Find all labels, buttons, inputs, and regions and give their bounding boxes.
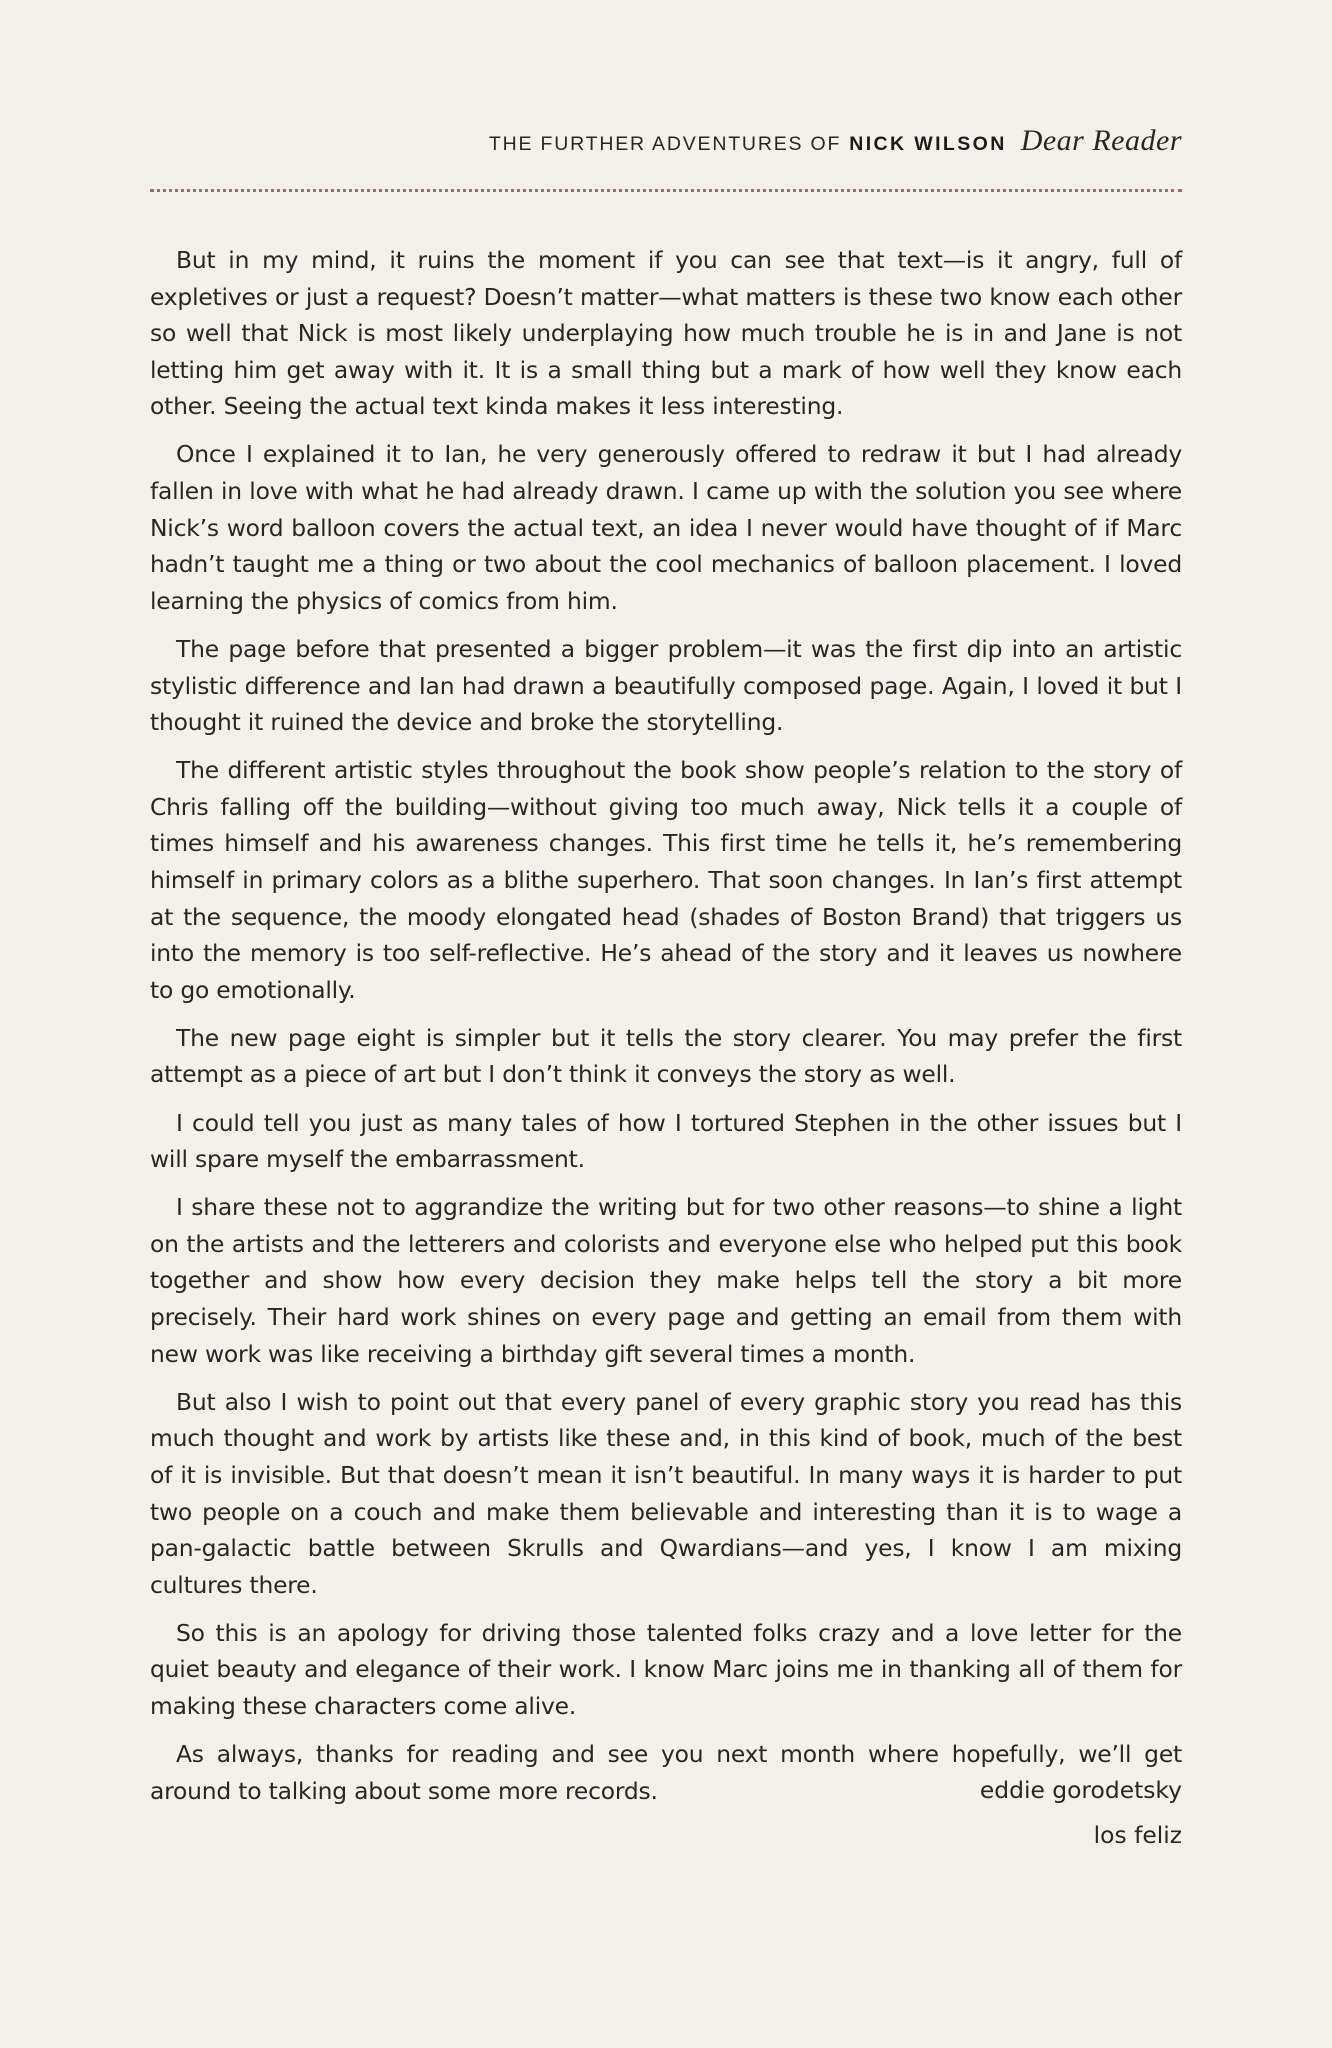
paragraph: But in my mind, it ruins the moment if you can see that text—is it angry, full of expletives or just a request? Doesn’t matter—what matters is these two know each other so well that Nick is most likely underplaying how much trouble he is in and Jane is not letting him get away with it. It is a small thing but a mark of how well they know each other. Seeing the actual text kinda makes it less interesting. (150, 246, 1182, 421)
hero-name: NICK WILSON (849, 133, 1007, 155)
paragraph: But also I wish to point out that every panel of every graphic story you read has this much thought and work by artists like these and, in this kind of book, much of the best of it is invisible. But that doesn’t mean it isn’t beautiful. In many ways it is harder to put two people on a couch and make them believable and interesting than it is to wage a pan-galactic battle between Skrulls and Qwardians—and yes, I know I am mixing cultures there. (150, 1387, 1182, 1599)
running-header (150, 124, 1182, 164)
signature-name: eddie gorodetsky (979, 1776, 1182, 1804)
letter-body (150, 242, 1182, 1821)
paragraph: I share these not to aggrandize the writing but for two other reasons—to shine a light on the artists and the letterers and colorists and everyone else who helped put this book together and show how every decision they make helps tell the story a bit more precisely. Their hard work shines on every page and getting an email from them with new work was like receiving a birthday gift several times a month. (150, 1193, 1182, 1368)
paragraph: The new page eight is simpler but it tells the story clearer. You may prefer the first attempt as a piece of art but I don’t think it conveys the story as well. (150, 1023, 1182, 1089)
paragraph: So this is an apology for driving those talented folks crazy and a love letter for the quiet beauty and elegance of their work. I know Marc joins me in thanking all of them for making these characters come alive. (150, 1618, 1182, 1720)
paragraph: As always, thanks for reading and see you next month where hopefully, we’ll get around to talking about some more records. (150, 1740, 1182, 1805)
dotted-divider (150, 189, 1182, 192)
signature-block (980, 1768, 1182, 1858)
series-title: THE FURTHER ADVENTURES OF (488, 133, 842, 155)
signature-place: los feliz (1093, 1821, 1182, 1849)
paragraph: The different artistic styles throughout the book show people’s relation to the story of Chris falling off the building—without giving too much away, Nick tells it a couple of times himself and his awareness changes. This first time he tells it, he’s remembering himself in primary colors as a blithe superhero. That soon changes. In Ian’s first attempt at the sequence, the moody elongated head (shades of Boston Brand) that triggers us into the memory is too self-reflective. He’s ahead of the story and it leaves us nowhere to go emotionally. (150, 756, 1182, 1004)
paragraph: I could tell you just as many tales of how I tortured Stephen in the other issues but I will spare myself the embarrassment. (150, 1108, 1182, 1174)
paragraph: The page before that presented a bigger problem—it was the first dip into an artistic stylistic difference and Ian had drawn a beautifully composed page. Again, I loved it but I thought it ruined the device and broke the storytelling. (150, 634, 1182, 737)
section-title: Dear Reader (1020, 124, 1182, 157)
paragraph: Once I explained it to Ian, he very generously offered to redraw it but I had already fallen in love with what he had already drawn. I came up with the solution you see where Nick’s word balloon covers the actual text, an idea I never would have thought of if Marc hadn’t taught me a thing or two about the cool mechanics of balloon placement. I loved learning the physics of comics from him. (150, 440, 1182, 615)
